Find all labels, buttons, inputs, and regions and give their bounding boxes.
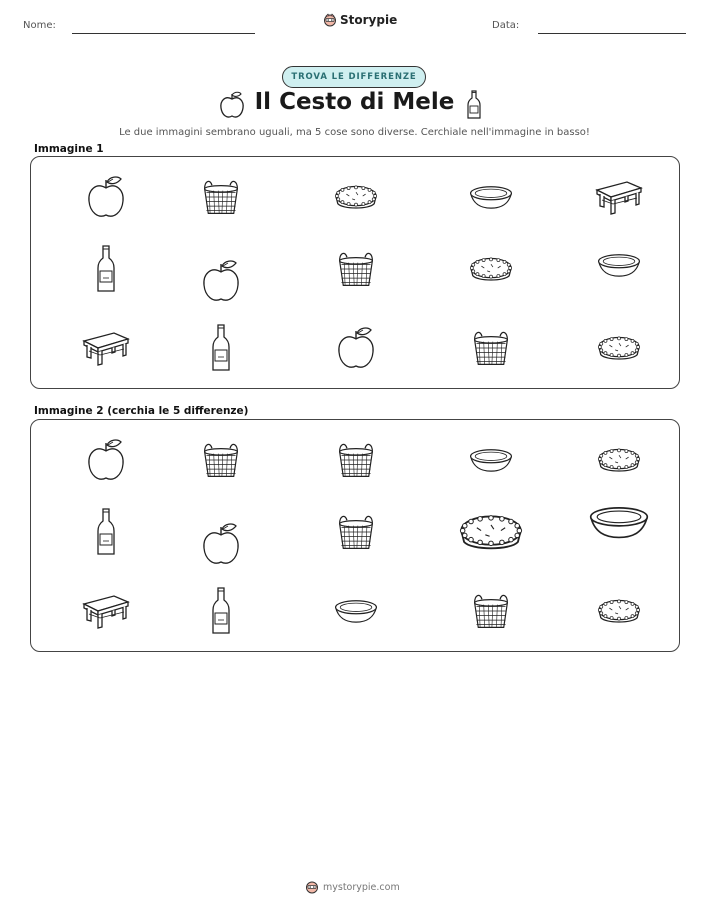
table-icon	[595, 178, 643, 220]
pie-icon[interactable]	[596, 445, 642, 479]
basket-icon	[201, 177, 241, 221]
name-field-line[interactable]	[72, 33, 255, 34]
pie-icon	[596, 333, 642, 367]
date-label: Data:	[492, 20, 520, 31]
pie-icon	[468, 254, 514, 288]
instructions-text: Le due immagini sembrano uguali, ma 5 cose sono diverse. Cerchiale nell'immagine in basso!	[119, 127, 590, 138]
footer-url: mystorypie.com	[323, 881, 400, 893]
table-icon[interactable]	[82, 592, 130, 634]
storypie-logo	[323, 13, 397, 27]
bowl-icon[interactable]	[586, 504, 652, 544]
footer	[305, 880, 400, 894]
table-icon	[82, 329, 130, 371]
date-field-line[interactable]	[538, 33, 686, 34]
apple-icon	[336, 325, 376, 375]
apple-icon	[86, 174, 126, 224]
basket-icon[interactable]	[201, 440, 241, 484]
bowl-icon	[595, 252, 643, 282]
apple-icon[interactable]	[201, 521, 241, 571]
bottle-icon[interactable]	[96, 507, 116, 561]
bottle-icon	[211, 323, 231, 377]
basket-icon	[471, 328, 511, 372]
worksheet-type-badge: TROVA LE DIFFERENZE	[282, 66, 426, 88]
brand-name: Storypie	[340, 13, 398, 27]
bottle-icon	[466, 90, 482, 120]
image1-panel	[30, 156, 680, 389]
image1-label: Immagine 1	[34, 143, 104, 155]
bowl-icon	[467, 184, 515, 214]
storypie-mascot-icon	[323, 13, 337, 27]
basket-icon[interactable]	[336, 512, 376, 556]
pie-icon[interactable]	[596, 596, 642, 630]
image2-label: Immagine 2 (cerchia le 5 differenze)	[34, 405, 249, 417]
basket-icon	[336, 249, 376, 293]
apple-icon[interactable]	[86, 437, 126, 487]
bottle-icon[interactable]	[211, 586, 231, 640]
bowl-icon[interactable]	[467, 447, 515, 477]
basket-icon[interactable]	[471, 591, 511, 635]
pie-icon	[333, 182, 379, 216]
apple-icon	[201, 258, 241, 308]
image2-panel[interactable]	[30, 419, 680, 652]
storypie-mascot-icon	[305, 880, 319, 894]
name-label: Nome:	[23, 20, 56, 31]
pie-icon[interactable]	[457, 510, 525, 558]
page-title: Il Cesto di Mele	[254, 89, 455, 115]
bottle-icon	[96, 244, 116, 298]
basket-icon[interactable]	[336, 440, 376, 484]
bowl-icon[interactable]	[332, 598, 380, 628]
